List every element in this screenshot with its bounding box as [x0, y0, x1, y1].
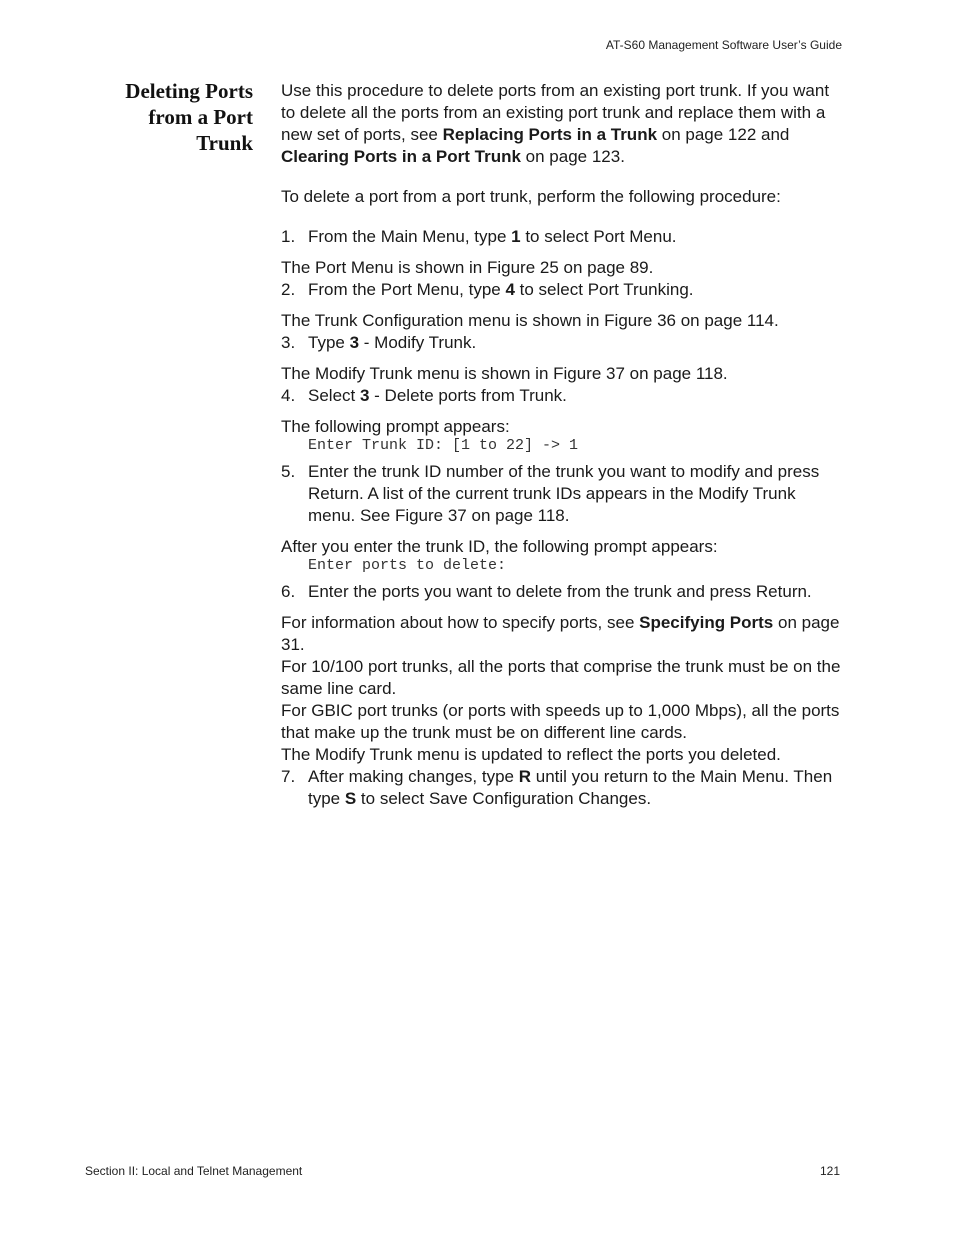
key-label: 4 [505, 280, 515, 299]
step-number: 4. [281, 386, 296, 405]
step-note [281, 612, 846, 656]
step-number: 3. [281, 333, 296, 352]
ports-prompt: Enter ports to delete: [308, 557, 507, 574]
note-text: on page 31. [281, 613, 840, 654]
intro-text: on page 123. [520, 147, 625, 166]
step-text: to select Port Menu. [520, 227, 677, 246]
step-text: - Delete ports from Trunk. [369, 386, 567, 405]
step-text: until you return to the Main Menu. Then type [308, 767, 833, 808]
running-header: AT-S60 Management Software User’s Guide [605, 38, 842, 52]
cross-reference: Specifying Ports [639, 613, 774, 632]
key-label: 3 [359, 386, 370, 405]
step-text: to select Save Configuration Changes. [356, 789, 652, 808]
section-title-line: from a Port [148, 105, 253, 129]
step-note: The Trunk Configuration menu is shown in Figure 36 on page 114. [281, 311, 779, 330]
step-note: The Modify Trunk menu is updated to reflect the ports you deleted. [281, 745, 781, 764]
key-label: 1 [511, 227, 521, 246]
step-text: Enter the trunk ID number of the trunk you want to modify and press Return. A list of the current trunk IDs appears in the Modify Trunk menu. See Figure 37 on page 118. [308, 462, 820, 525]
step-4 [281, 385, 846, 407]
step-3 [281, 332, 846, 354]
step-note: For 10/100 port trunks, all the ports that comprise the trunk must be on the same line card. [281, 657, 841, 698]
key-label: 3 [349, 333, 360, 352]
step-number: 7. [281, 767, 296, 786]
intro-paragraph [281, 80, 846, 168]
step-text: From the Main Menu, type [308, 227, 512, 246]
step-5 [281, 461, 846, 527]
intro-text: on page 122 and [657, 125, 790, 144]
step-number: 1. [281, 227, 296, 246]
step-note: The following prompt appears: [281, 417, 510, 436]
step-number: 5. [281, 462, 296, 481]
page-number: 121 [819, 1164, 840, 1178]
footer-section: Section II: Local and Telnet Management [85, 1164, 303, 1178]
key-label: S [344, 789, 357, 808]
step-number: 2. [281, 280, 296, 299]
body-text [281, 80, 846, 819]
step-note: For GBIC port trunks (or ports with speeds up to 1,000 Mbps), all the ports that make up the trunk must be on different line cards. [281, 701, 840, 742]
step-text: Enter the ports you want to delete from the trunk and press Return. [308, 582, 812, 601]
intro-text: Use this procedure to delete ports from an existing port trunk. If you want to delete all the ports from an existing port trunk and replace them with a new set of ports, see [281, 81, 830, 144]
step-number: 6. [281, 582, 296, 601]
cross-reference: Replacing Ports in a Trunk [442, 125, 658, 144]
section-title-line: Deleting Ports [125, 79, 253, 103]
step-1 [281, 226, 846, 248]
step-note: After you enter the trunk ID, the following prompt appears: [281, 537, 718, 556]
section-title [60, 78, 253, 156]
step-7 [281, 766, 846, 810]
step-2 [281, 279, 846, 301]
step-text: From the Port Menu, type [308, 280, 506, 299]
step-text: After making changes, type [308, 767, 519, 786]
cross-reference: Clearing Ports in a Port Trunk [281, 147, 521, 166]
step-text: - Modify Trunk. [359, 333, 477, 352]
step-text: to select Port Trunking. [514, 280, 694, 299]
step-note: The Port Menu is shown in Figure 25 on page 89. [281, 258, 654, 277]
trunk-id-prompt: Enter Trunk ID: [1 to 22] -> 1 [308, 437, 579, 454]
step-6 [281, 581, 846, 603]
key-label: R [518, 767, 532, 786]
note-text: For information about how to specify ports, see [281, 613, 640, 632]
step-note: The Modify Trunk menu is shown in Figure 37 on page 118. [281, 364, 728, 383]
step-text: Type [308, 333, 350, 352]
section-title-line: Trunk [196, 131, 253, 155]
procedure-lead: To delete a port from a port trunk, perform the following procedure: [281, 187, 781, 206]
step-text: Select [308, 386, 360, 405]
